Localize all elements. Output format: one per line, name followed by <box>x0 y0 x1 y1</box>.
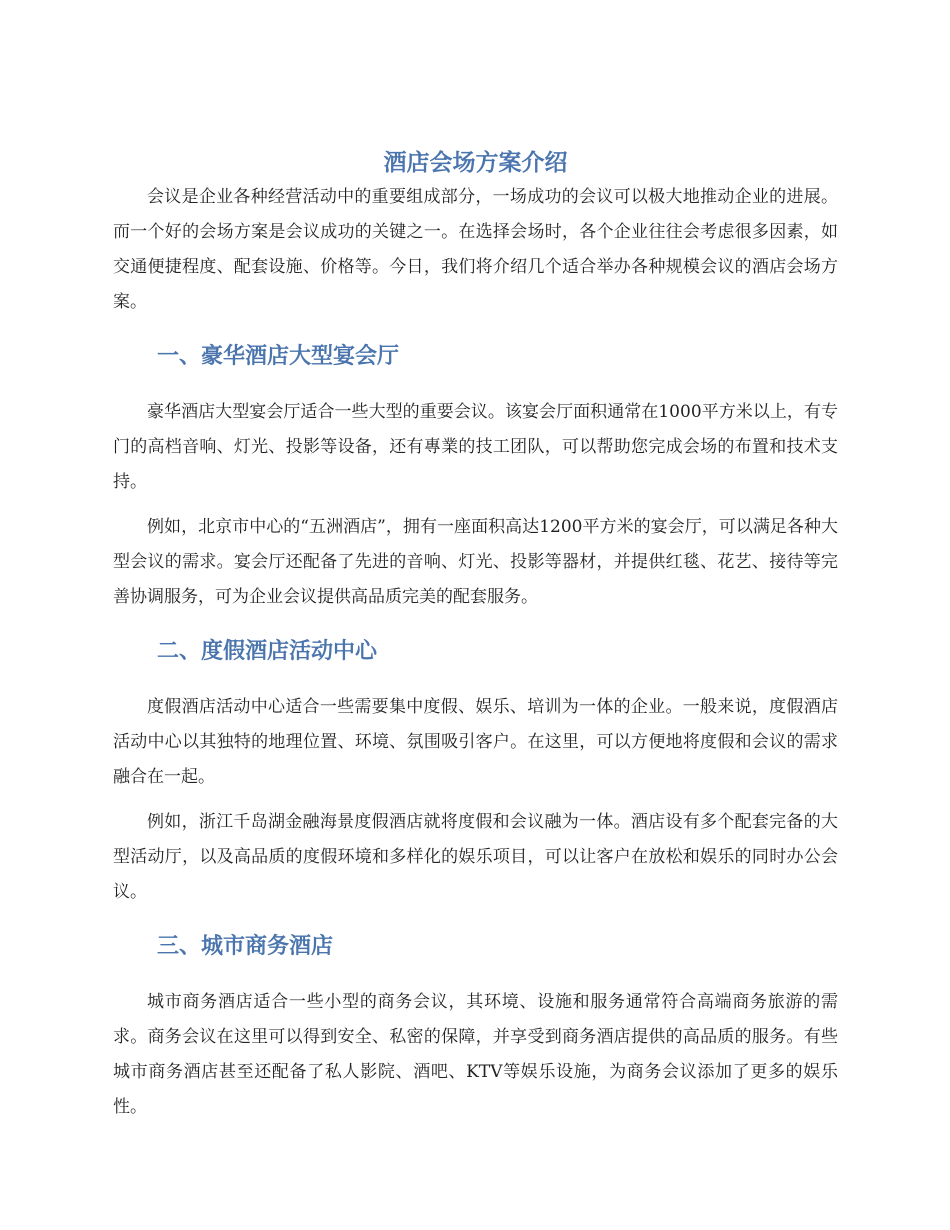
section-1-paragraph-2: 例如，北京市中心的“五洲酒店”，拥有一座面积高达1200平方米的宴会厅，可以满足各种大型会议的需求。宴会厅还配备了先进的音响、灯光、投影等器材，并提供红毯、花艺、接待等完善协调服务，可为企业会议提供高品质完美的配套服务。 <box>113 517 838 607</box>
section-2-paragraph-1: 度假酒店活动中心适合一些需要集中度假、娱乐、培训为一体的企业。一般来说，度假酒店活动中心以其独特的地理位置、环境、氛围吸引客户。在这里，可以方便地将度假和会议的需求融合在一起。 <box>113 697 838 787</box>
document-body <box>113 146 838 1125</box>
section-1-paragraph-1: 豪华酒店大型宴会厅适合一些大型的重要会议。该宴会厅面积通常在1000平方米以上，有专门的高档音响、灯光、投影等设备，还有專業的技工团队，可以帮助您完成会场的布置和技术支持。 <box>113 402 838 492</box>
section-2-paragraph-2: 例如，浙江千岛湖金融海景度假酒店就将度假和会议融为一体。酒店设有多个配套完备的大型活动厅，以及高品质的度假环境和多样化的娱乐项目，可以让客户在放松和娱乐的同时办公会议。 <box>113 812 838 902</box>
section-3-paragraph-1: 城市商务酒店适合一些小型的商务会议，其环境、设施和服务通常符合高端商务旅游的需求。商务会议在这里可以得到安全、私密的保障，并享受到商务酒店提供的高品质的服务。有些城市商务酒店甚至还配备了私人影院、酒吧、KTV等娱乐设施，为商务会议添加了更多的娱乐性。 <box>113 992 838 1117</box>
intro-paragraph: 会议是企业各种经营活动中的重要组成部分，一场成功的会议可以极大地推动企业的进展。而一个好的会场方案是会议成功的关键之一。在选择会场时，各个企业往往会考虑很多因素，如交通便捷程度、配套设施、价格等。今日，我们将介绍几个适合举办各种规模会议的酒店会场方案。 <box>113 187 838 312</box>
section-heading-1: 一、豪华酒店大型宴会厅 <box>157 344 400 369</box>
section-heading-2: 二、度假酒店活动中心 <box>157 639 378 664</box>
section-heading-3: 三、城市商务酒店 <box>157 934 334 959</box>
document-title: 酒店会场方案介绍 <box>383 150 568 176</box>
